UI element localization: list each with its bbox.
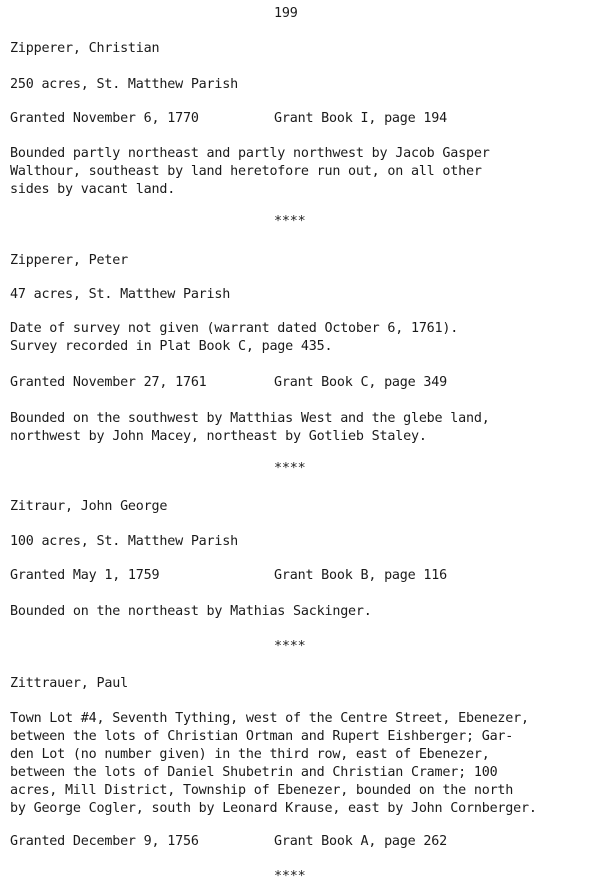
acreage: 100 acres, St. Matthew Parish [10,534,238,549]
grantee-name: Zipperer, Christian [10,41,160,56]
page-number: 199 [274,6,298,21]
grantee-name: Zitraur, John George [10,499,168,514]
grant-book: Grant Book C, page 349 [274,375,447,390]
boundaries: Town Lot #4, Seventh Tything, west of the Centre Street, Ebenezer, between the lots of Christian Ortman and Rupert Eishberger; Gar- den Lot (no number given) in the third row, east of Ebenezer, between the lots of Daniel Shubetrin and Christian Cramer; 100 acres, Mill District, Township of Ebenezer, bounded on the north by George Cogler, south by Leonard Krause, east by John Cornberger. [10,711,537,816]
grant-book: Grant Book B, page 116 [274,568,447,583]
boundaries: Bounded on the southwest by Matthias West and the glebe land, northwest by John Macey, northeast by Gotlieb Staley. [10,411,490,444]
acreage: 47 acres, St. Matthew Parish [10,287,231,302]
survey-note: Date of survey not given (warrant dated October 6, 1761). Survey recorded in Plat Book C, page 435. [10,321,459,354]
granted-date: Granted December 9, 1756 [10,834,199,849]
granted-date: Granted November 6, 1770 [10,111,199,126]
grantee-name: Zipperer, Peter [10,253,128,268]
granted-date: Granted November 27, 1761 [10,375,207,390]
boundaries: Bounded partly northeast and partly northwest by Jacob Gasper Walthour, southeast by land heretofore run out, on all other sides by vacant land. [10,146,490,197]
separator: **** [274,639,306,654]
separator: **** [274,869,306,884]
granted-date: Granted May 1, 1759 [10,568,160,583]
boundaries: Bounded on the northeast by Mathias Sackinger. [10,604,372,619]
separator: **** [274,214,306,229]
grant-book: Grant Book A, page 262 [274,834,447,849]
grant-book: Grant Book I, page 194 [274,111,447,126]
acreage: 250 acres, St. Matthew Parish [10,77,238,92]
grantee-name: Zittrauer, Paul [10,676,128,691]
separator: **** [274,461,306,476]
